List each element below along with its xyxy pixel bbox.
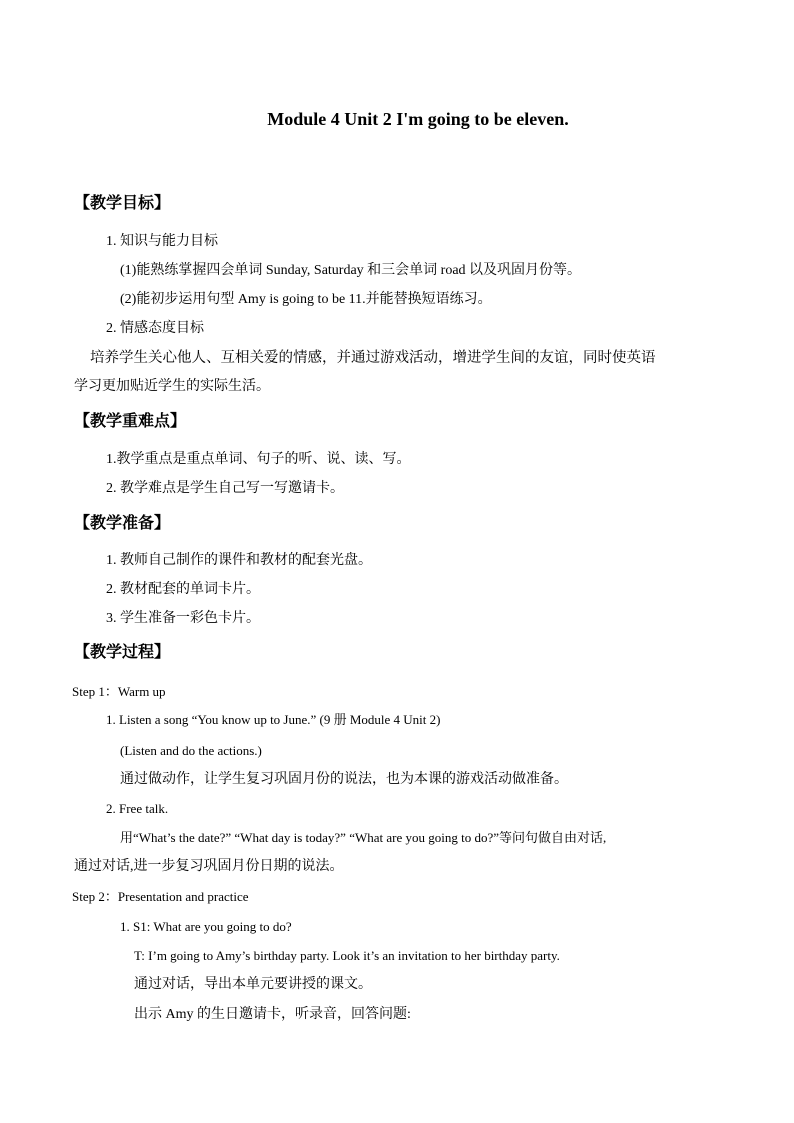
document-title: Module 4 Unit 2 I'm going to be eleven. (267, 109, 569, 129)
step-2-item-1-chinese-1: 通过对话，导出本单元要讲授的课文。 (134, 977, 372, 992)
key-point-1: 1.教学重点是重点单词、句子的听、说、读、写。 (106, 452, 411, 467)
step-2-item-1: 1. S1: What are you going to do? (120, 919, 292, 934)
section-heading-goals: 【教学目标】 (74, 193, 171, 212)
preparation-item-2: 2. 教材配套的单词卡片。 (106, 582, 260, 597)
step-2-item-1-teacher: T: I’m going to Amy’s birthday party. Look it’s an invitation to her birthday party. (134, 948, 560, 963)
step-1-item-1-chinese: 通过做动作，让学生复习巩固月份的说法，也为本课的游戏活动做准备。 (120, 772, 568, 787)
step-1-item-2-line1: 用“What’s the date?” “What day is today?” “What are you going to do?”等问句做自由对话, (120, 830, 607, 845)
step-1-item-2: 2. Free talk. (106, 801, 169, 816)
preparation-item-1: 1. 教师自己制作的课件和教材的配套光盘。 (106, 553, 372, 568)
section-heading-preparation: 【教学准备】 (74, 513, 171, 532)
step-1-item-1: 1. Listen a song “You know up to June.” (9 册 Module 4 Unit 2) (106, 712, 441, 727)
step-2-title: Step 2：Presentation and practice (72, 889, 249, 904)
goal-item-1a: (1)能熟练掌握四会单词 Sunday, Saturday 和三会单词 road 以及巩固月份等。 (120, 263, 582, 278)
goal-item-2-text-line1: 培养学生关心他人、互相关爱的情感，并通过游戏活动，增进学生间的友谊，同时使英语 (90, 350, 656, 366)
section-heading-key-points: 【教学重难点】 (74, 411, 187, 430)
preparation-item-3: 3. 学生准备一彩色卡片。 (106, 611, 260, 626)
key-point-2: 2. 教学难点是学生自己写一写邀请卡。 (106, 481, 344, 496)
section-heading-process: 【教学过程】 (74, 642, 171, 661)
step-2-item-1-chinese-2: 出示 Amy 的生日邀请卡，听录音，回答问题: (134, 1007, 411, 1022)
goal-item-2: 2. 情感态度目标 (106, 321, 204, 336)
step-1-title: Step 1：Warm up (72, 684, 166, 699)
goal-item-2-text-line2: 学习更加贴近学生的实际生活。 (74, 379, 270, 394)
step-1-item-1-note: (Listen and do the actions.) (120, 743, 262, 758)
goal-item-1: 1. 知识与能力目标 (106, 234, 218, 249)
step-1-item-2-line2: 通过对话,进一步复习巩固月份日期的说法。 (74, 859, 344, 874)
goal-item-1b: (2)能初步运用句型 Amy is going to be 11.并能替换短语练习。 (120, 292, 492, 307)
